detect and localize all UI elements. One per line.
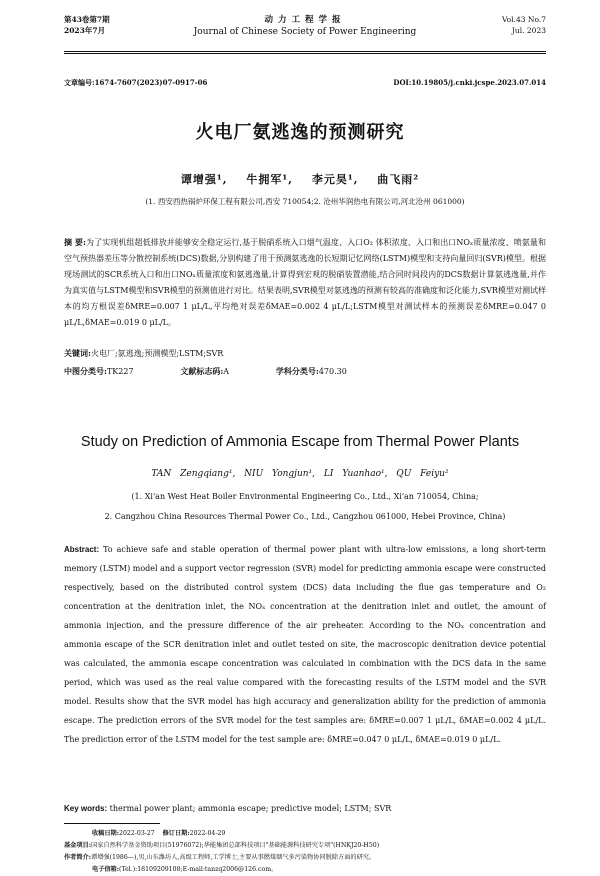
- abstract-cn: [64, 234, 546, 331]
- author-bio-text: 谭增强(1986—),男,山东潍坊人,高级工程师,工学博士,主要从事燃煤烟气多污染物协同脱除方面的研究。: [91, 854, 376, 861]
- keywords-en: [64, 804, 546, 813]
- keywords-en-text: thermal power plant; ammonia escape; predictive model; LSTM; SVR: [109, 804, 392, 813]
- clc-value: TK227: [106, 367, 134, 376]
- footnote-rule: [64, 823, 160, 824]
- keywords-cn-text: 火电厂;氨逃逸;预测模型;LSTM;SVR: [90, 349, 224, 358]
- footnote: [64, 828, 546, 876]
- header-rule-thin: [64, 51, 546, 52]
- affiliation-en-2: 2. Cangzhou China Resources Thermal Power Co., Ltd., Cangzhou 061000, Hebei Province, China): [104, 512, 506, 521]
- email-text: (Tel.):18109209108;E-mail:tanzq2006@126.com。: [119, 866, 278, 873]
- journal-title-en: Journal of Chinese Society of Power Engineering: [193, 27, 417, 37]
- classification-line: [64, 366, 546, 377]
- volume-en: Vol.43 No.7: [501, 15, 546, 24]
- footnote-email: [64, 864, 546, 876]
- doc-code-value: A: [223, 367, 230, 376]
- doi-value: 10.19805/j.cnki.jcspe.2023.07.014: [411, 78, 546, 87]
- running-header: [64, 14, 546, 50]
- revised-label: 修订日期:: [162, 830, 190, 837]
- footnote-dates: [64, 828, 546, 840]
- doi-label: DOI:: [393, 78, 412, 87]
- keywords-en-label: Key words:: [64, 804, 108, 813]
- abstract-en-label: Abstract:: [64, 545, 100, 554]
- fund-text: 国家自然科学基金资助项目(51976072);华能集团总部科技项目"基础能源科技研究专项"(HNKJ20-H50): [91, 842, 380, 849]
- author-bio-label: 作者简介:: [64, 854, 92, 861]
- title-cn: 火电厂氨逃逸的预测研究: [195, 122, 405, 143]
- header-rule-thick: [64, 53, 546, 54]
- date-cn: 2023年7月: [64, 26, 106, 35]
- header-right: [502, 14, 546, 36]
- received-date: 2022-03-27: [119, 830, 155, 837]
- fund-label: 基金项目:: [64, 842, 92, 849]
- abstract-en: [64, 540, 546, 749]
- revised-date: 2022-04-29: [189, 830, 226, 837]
- journal-title-cn: 动力工程学报: [264, 15, 346, 25]
- abstract-cn-text: 为了实现机组超低排放并能够安全稳定运行,基于脱硝系统入口烟气温度、入口O₂ 体积浓度、入口和出口NOₓ质量浓度、喷氨量和空气预热器差压等分散控制系统(DCS)数据,分别构建了用于预测氨逃逸的长短期记忆网络(LSTM)模型和支持向量回归(SVR)模型。根据现场测试的SCR系统入口和出口NOₓ质量浓度和氨逃逸量,计算得到宏观的脱硝装置潜能,结合同时间段内的DCS数据计算氨逃逸量,并作为真实值与LSTM模型和SVR模型的预测值进行对比。结果表明,SVR模型对氨逃逸的预测有较高的准确度和泛化能力,SVR模型对测试样本的均方根误差δMRE=0.007 1 μL/L,平均绝对误差δMAE=0.002 4 μL/L;LSTM模型对测试样本的预测误差δMRE=0.047 0 μL/L,δMAE=0.019 0 μL/L。: [64, 238, 546, 327]
- doc-code-item: [180, 366, 229, 377]
- header-center: [64, 14, 546, 38]
- article-info-line: [64, 78, 546, 88]
- subject-value: 470.30: [318, 367, 347, 376]
- abstract-en-text: To achieve safe and stable operation of thermal power plant with ultra-low emissions, a long short-term memory (LSTM) model and a support vector regression (SVR) model for predicting ammonia escape were constructed respectively, based on the distributed control system (DCS) data including the flue gas temperature and O₂ concentration at the denitration inlet, the NOₓ concentration at the denitration inlet and outlet, the amount of ammonia injection, and the pressure difference of the air preheater. According to the NOₓ concentration and ammonia escape of the SCR denitration inlet and outlet tested on site, the macroscopic denitration device potential was calculated, the ammonia escape concentration was calculated in combination with the DCS data in the same period, which was used as the real value compared with the forecasting results of the LSTM model and the SVR model. Results show that the SVR model has high accuracy and generalization ability for the prediction of ammonia escape. The prediction errors of the SVR model for the test samples are: δMRE=0.007 1 μL/L, δMAE=0.002 4 μL/L. The prediction error of the LSTM model for the test sample are: δMRE=0.047 0 μL/L, δMAE=0.019 0 μL/L.: [64, 545, 546, 744]
- authors-cn: 谭增强¹, 牛拥军¹, 李元昊¹, 曲飞雨²: [180, 173, 420, 186]
- received-label: 收稿日期:: [92, 830, 120, 837]
- footnote-fund: [64, 840, 546, 852]
- keywords-cn-label: 关键词:: [64, 348, 91, 358]
- email-label: 电子信箱:: [92, 866, 120, 873]
- affiliation-en-1: (1. Xi'an West Heat Boiler Environmental Engineering Co., Ltd., Xi'an 710054, China;: [131, 492, 479, 501]
- clc-item: [64, 366, 134, 377]
- subject-item: [276, 366, 347, 377]
- title-en: Study on Prediction of Ammonia Escape from Thermal Power Plants: [80, 434, 520, 450]
- volume-cn: 第43卷第7期: [64, 15, 110, 24]
- authors-en: TAN Zengqiang¹, NIU Yongjun¹, LI Yuanhao¹, QU Feiyu²: [151, 469, 449, 479]
- abstract-cn-label: 摘 要:: [64, 237, 86, 247]
- clc-label: 中图分类号:: [64, 366, 107, 376]
- doi-block: [393, 78, 546, 87]
- affiliation-cn: (1. 西安西热锅炉环保工程有限公司,西安 710054;2. 沧州华润热电有限公司,河北沧州 061000): [145, 197, 465, 206]
- date-en: Jul. 2023: [511, 26, 546, 35]
- doc-code-label: 文献标志码:: [180, 366, 224, 376]
- article-number: 1674-7607(2023)07-0917-06: [94, 78, 208, 87]
- article-number-label: 文章编号:: [64, 78, 95, 87]
- keywords-cn: [64, 348, 546, 359]
- footnote-author: [64, 852, 546, 864]
- subject-label: 学科分类号:: [275, 366, 319, 376]
